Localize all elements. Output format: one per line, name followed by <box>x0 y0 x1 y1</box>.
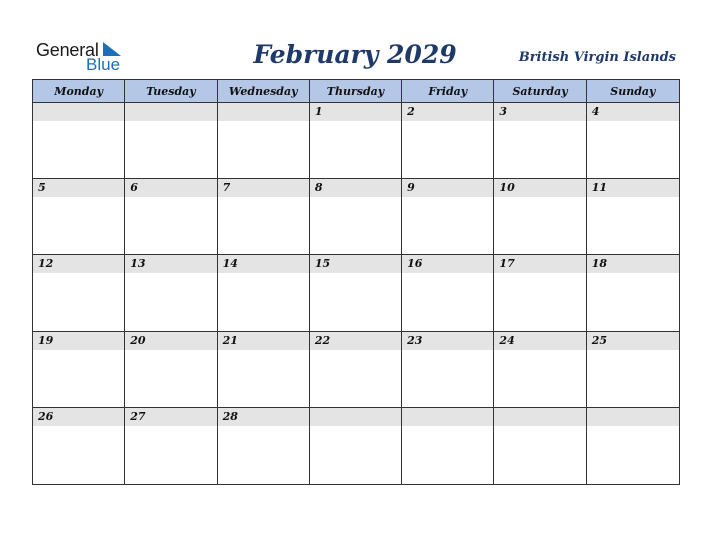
day-header-saturday: Saturday <box>494 80 586 103</box>
date-number: 3 <box>499 105 508 118</box>
day-cell <box>125 255 217 331</box>
day-cell <box>494 408 586 484</box>
day-header-thursday: Thursday <box>310 80 402 103</box>
calendar-grid <box>32 79 680 485</box>
day-cell <box>310 103 402 179</box>
date-number: 10 <box>499 181 515 195</box>
day-cell <box>310 408 402 484</box>
date-number: 7 <box>222 181 231 195</box>
logo-text-blue: Blue <box>86 55 121 74</box>
day-header-monday: Monday <box>33 80 125 103</box>
date-band <box>218 179 309 197</box>
date-band <box>402 103 493 121</box>
day-cell <box>218 103 310 179</box>
date-number: 12 <box>38 257 54 271</box>
date-band <box>33 179 124 197</box>
date-number: 22 <box>314 333 331 347</box>
date-band <box>125 103 216 121</box>
date-number: 16 <box>407 257 423 271</box>
date-number: 9 <box>407 181 415 195</box>
day-cell <box>33 332 125 408</box>
date-number: 21 <box>222 333 238 347</box>
country-name: British Virgin Islands <box>518 50 676 65</box>
day-header-friday: Friday <box>402 80 494 103</box>
date-number: 19 <box>38 333 54 347</box>
date-number: 2 <box>407 105 415 118</box>
date-band <box>587 103 679 121</box>
day-cell <box>494 179 586 255</box>
date-number: 27 <box>130 409 146 423</box>
day-cell <box>587 332 679 408</box>
date-number: 5 <box>38 181 46 195</box>
day-cell <box>218 408 310 484</box>
day-header-tuesday: Tuesday <box>125 80 217 103</box>
date-number: 28 <box>222 409 238 423</box>
date-number: 6 <box>130 181 138 195</box>
day-cell <box>33 179 125 255</box>
date-number: 1 <box>314 105 323 118</box>
logo-text-general: General <box>36 40 99 60</box>
day-cell <box>402 332 494 408</box>
date-band <box>402 179 493 197</box>
day-header-sunday: Sunday <box>587 80 679 103</box>
day-cell <box>310 332 402 408</box>
generalblue-logo <box>36 38 136 74</box>
day-cell <box>125 408 217 484</box>
day-cell <box>310 179 402 255</box>
date-band <box>494 408 585 426</box>
day-cell <box>494 103 586 179</box>
date-band <box>587 408 679 426</box>
date-band <box>33 103 124 121</box>
date-number: 20 <box>130 333 146 347</box>
date-number: 24 <box>499 333 515 347</box>
day-cell <box>587 179 679 255</box>
page-title: February 2029 <box>253 40 457 69</box>
day-cell <box>402 179 494 255</box>
date-number: 26 <box>38 409 54 423</box>
day-cell <box>402 255 494 331</box>
day-cell <box>218 332 310 408</box>
date-number: 15 <box>314 257 331 271</box>
day-cell <box>494 255 586 331</box>
day-cell <box>125 179 217 255</box>
date-band <box>218 103 309 121</box>
date-number: 8 <box>314 181 323 195</box>
day-cell <box>125 332 217 408</box>
day-cell <box>33 255 125 331</box>
date-band <box>125 179 216 197</box>
day-cell <box>218 179 310 255</box>
date-number: 18 <box>591 257 608 271</box>
day-header-wednesday: Wednesday <box>218 80 310 103</box>
date-band <box>494 103 585 121</box>
date-number: 17 <box>499 257 515 271</box>
day-cell <box>494 332 586 408</box>
date-number: 14 <box>222 257 238 271</box>
day-cell <box>587 103 679 179</box>
day-cell <box>587 408 679 484</box>
day-cell <box>402 408 494 484</box>
day-cell <box>33 408 125 484</box>
day-cell <box>310 255 402 331</box>
day-cell <box>218 255 310 331</box>
date-band <box>310 179 401 197</box>
day-cell <box>402 103 494 179</box>
date-band <box>310 408 401 426</box>
date-number: 13 <box>130 257 146 271</box>
date-band <box>402 408 493 426</box>
day-cell <box>125 103 217 179</box>
day-cell <box>33 103 125 179</box>
date-number: 4 <box>591 105 600 118</box>
day-cell <box>587 255 679 331</box>
date-number: 23 <box>407 333 423 347</box>
date-band <box>310 103 401 121</box>
date-number: 11 <box>591 181 608 195</box>
date-number: 25 <box>591 333 608 347</box>
